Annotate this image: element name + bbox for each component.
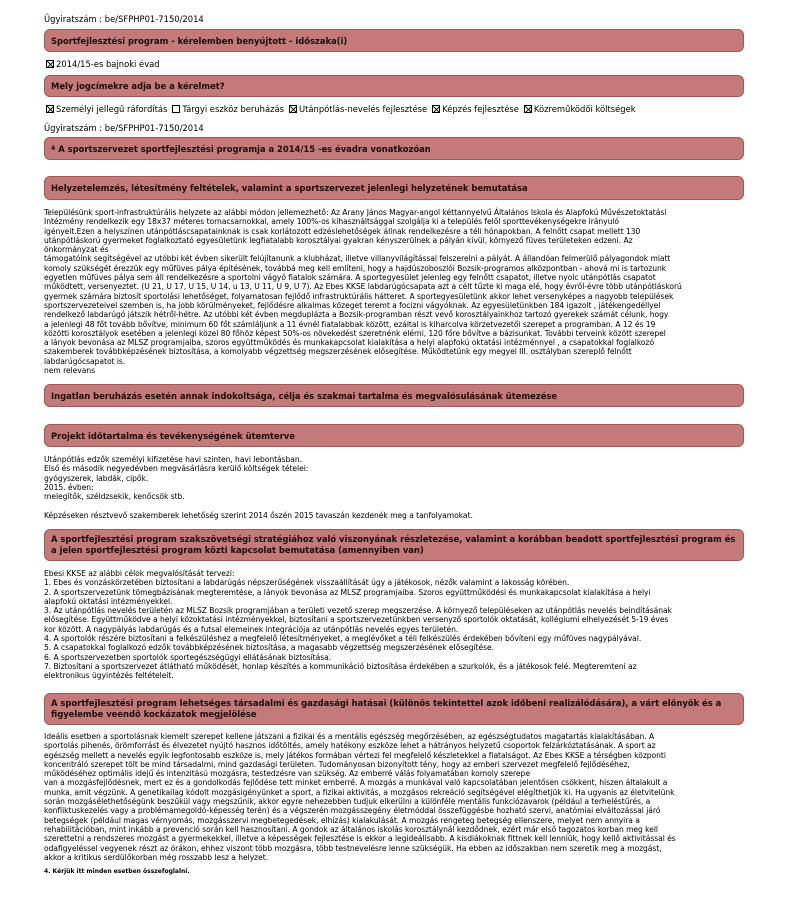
section-legal-title: Mely jogcímekre adja be a kérelmet? bbox=[51, 81, 225, 91]
section-property-header bbox=[44, 384, 744, 407]
section-program-header bbox=[44, 137, 744, 160]
checkbox-training[interactable] bbox=[432, 105, 440, 113]
footnote: 4. Kérjük itt minden esetben összefoglalni. bbox=[44, 868, 190, 875]
section-strategy-header bbox=[44, 529, 744, 561]
option-intermediary-costs-label: Közreműködői költségek bbox=[533, 104, 636, 114]
section-legal-header bbox=[44, 75, 744, 97]
option-youth-development-label: Utánpótlás-nevelés fejlesztése bbox=[299, 104, 428, 114]
reference-number-top: Ügyiratszám : be/SFPHP01-7150/2014 bbox=[44, 14, 204, 24]
strategy-text: Ebesi KKSE az alábbi célok megvalósítását tervezi: 1. Ebes és vonzáskörzetében biztosítani a labdarúgás népszerűségének visszaállítását úgy a játékosok, nézők valamint a lakosság körében. 2. A sportszervezetünk tömegbázisának megteremtése, a lányok bevonása az MLSZ programjaiba. Szoros együttműködési és munkakapcsolat kialakítása a helyi alapfokú oktatási intézményekkel. 3. Az utánpótlás nevelés területén az MLSZ Bozsik programjában a területi vezető szerep megszerzése. A környező településeken az utánpótlás nevelés beindításának elősegítése. Együttműködve a helyi közoktatási intézményekkel, biztosítani a sportszervezetünkben versenyző sportolók oktatását, kollégiumi elhelyezését 5-19 éves kor között. A nagypályás labdarúgás és a futsal elemeinek integrációja az utánpótlás nevelés egyes területén. 4. A sportolók részére biztosítani a felkészüléshez a megfelelő létesítményeket, a meglévőket a téli felkészülés érdekében bővíteni egy műfüves nagypályával. 5. A csapatokkal foglalkozó edzők továbbképzésének biztosítása, a magasabb végzettség megszerzésének elősegítése. 6. A sportszervezetben sportolók sportegészségügyi ellátásának biztosítása. 7. Biztosítani a sportszervezet átlátható működését, honlap készítés a kommunikáció biztosítása érdekében a szurkolók, és a játékosok felé. Megteremteni az elektronikus ügyintézés feltételeit. bbox=[44, 569, 672, 681]
section-schedule-title: Projekt időtartalma és tevékenységének ütemterve bbox=[51, 430, 295, 441]
checkbox-personnel[interactable] bbox=[46, 105, 54, 113]
option-tangible-assets-label: Tárgyi eszköz beruházás bbox=[182, 104, 285, 114]
section-strategy-title: A sportfejlesztési program szakszövetségi stratégiához való viszonyának részletezése, valamint a korábban beadott sportfejlesztési program és a jelen sportfejlesztési program közti kapcsolat bemutatása (amennyiben van) bbox=[51, 534, 736, 555]
section-impact-title: A sportfejlesztési program lehetséges társadalmi és gazdasági hatásai (különös tekintettel azok időbeni realizálódására), a várt előnyök és a figyelembe veendő kockázatok megjelölése bbox=[51, 698, 722, 719]
option-personnel-label: Személyi jellegű ráfordítás bbox=[56, 104, 168, 114]
section-period-title: Sportfejlesztési program - kérelemben benyújtott - időszaka(i) bbox=[51, 35, 348, 46]
checkbox-intermediary-costs[interactable] bbox=[524, 105, 532, 113]
impact-text: Ideális esetben a sportolásnak kiemelt szerepet kellene játszani a fizikai és a mentális egészség megőrzésében, az egészségtudatos magatartás kialakításában. A sportolás pihenés, örömforrást és élvezetet nyújtó hasznos időtöltés, amely hatékony eszköze lehet a hátrányos helyzetű csoportok felzárkóztatásának. A sport az egészség mellett a nevelés egyik legfontosabb eszköze is, mely játékos formában vértezi fel megfelelő készletekkel a fiatalságot. Az Ebes KKSE a térségben központi koncentráló szerepet tölt be mind társadalmi, mind gazdasági területen. Tudományosan bizonyított tény, hogy az emberi szervezet megfelelő fejlődéséhez, működéséhez optimális idejű és intenzitású mozgásra, testedzésre van szükség. Az emberré válás folyamatában komoly szerepe van a mozgásfejlődésnek, mert ez és a gondolkodás fejlődése tett minket emberré. A mozgás a munkával való kapcsolatában jelentősen csökkent, hiszen általakult a munka, amit végzünk. A genetikailag kódolt mozgásigényünket a sport, a fizikai aktivitás, a mozgásos rekreáció segítségével elégíthetjük ki. Ha ugyanis az életvitelünk során mozgásélethetőségünk beszűkül vagy megszűnik, akkor egyre nehezebben tudjuk elkerülni a különféle mentális funkciózavarok (például a terheléstűrés, a konfliktuskezelés vagy a problémamegoldó-képesség terén) és a végszerén mozgásszegény életmóddal összefüggésbe hozható szervi, anatómiai elváltozással járó betegségek (például magas vérnyomás, mozgásszervi megbetegedések, elhízás) kialakulását. A mozgás rengeteg betegség ellenszere, melyet nem annyira a rehabilitációban, mint inkább a prevenció során kell hasznosítani. A gondok az általános iskolás korosztálynál kezdődnek, ezért már első tagozatos korban meg kell szerettetni a rendszeres mozgást a gyermekekkel, illetve a képességek fejlesztése is ekkor a legideálisabb. A kisdiákoknak fittnek kell lenniük, hogy kellő aktivitással és odafigyeléssel vegyenek részt az órákon, ehhez viszont több mozgásra, több testnevelésre lenne szükségük. Ha ebben az időszakban nem szeretik meg a mozgást, akkor a kritikus serdülőkorban még rosszabb lesz a helyzet. bbox=[44, 732, 676, 862]
section-situation-header bbox=[44, 176, 744, 200]
schedule-text: Utánpótlás edzők személyi kifizetése havi szinten, havi lebontásban. Első és második negyedévben megvásárlásra kerülő költségek tételei: gyógyszerek, labdák, cipők. 2015. évben: melegítők, széldzsekik, kenőcsök stb. Képzéseken résztvevő szakemberek lehetőség szerint 2014 őszén 2015 tavaszán kezdenék meg a tanfolyamokat. bbox=[44, 455, 473, 520]
checkbox-youth-development[interactable] bbox=[289, 105, 297, 113]
section-schedule-header bbox=[44, 424, 744, 447]
legal-options bbox=[44, 104, 636, 114]
section-impact-header bbox=[44, 693, 744, 725]
period-checkbox[interactable] bbox=[46, 60, 54, 68]
section-program-title: A sportszervezet sportfejlesztési programja a 2014/15 -es évadra vonatkozóan bbox=[58, 143, 431, 154]
period-option[interactable] bbox=[44, 59, 160, 69]
section-property-title: Ingatlan beruházás esetén annak indokoltsága, célja és szakmai tartalma és megvalósulásának ütemezése bbox=[51, 390, 558, 401]
reference-number-middle: Ügyiratszám : be/SFPHP01-7150/2014 bbox=[44, 123, 204, 133]
option-training-label: Képzés fejlesztése bbox=[442, 104, 519, 114]
section-situation-title: Helyzetelemzés, létesítmény feltételek, valamint a sportszervezet jelenlegi helyzetének bemutatása bbox=[51, 183, 528, 193]
situation-text: Településünk sport-infrastruktúrális helyzete az alábbi módon jellemezhető: Az Arany János Magyar-angol kéttannyelvű Általános Iskola és Alapfokú Művészetoktatási Intézmény rendelkezik egy 18x37 méteres tornacsarnokkal, amely 100%-os kihasználtsággal szolgálja ki a település felől sporttevékenységekre irányuló igényeit.Ezen a helyszínen utánpótláscsapatainknak is csak korlátozott edzéslehetőségek állnak rendelkezésre a téli hónapokban. A felnőtt csapat mellett 130 utánpótláskorú gyermeket foglalkoztató egyesületünk legfiatalabb korosztályai gyakran kényszerülnek a pályán kívül, környező füves területeken edzeni. Az önkormányzat és támogatóink segítségével az utóbbi két évben sikerült felújítanunk a klubházat, illetve villanyvilágítással felszerelni a pályát. A állandóan felmerülő pályagondok miatt komoly szükségét érezzük egy műfüves pálya építésének, továbbá meg kell említeni, hogy a hajdúszoboszlói Bozsik-programos alközpontban - ahová mi is tartozunk egyetlen műfüves pálya sem áll rendelkezésre a sportolni vágyó fiatalok számára. A sportegyesület jelenleg egy felnőtt csapatot, illetve nyolc utánpótlás csapatot működtett, versenyeztet. (U 21, U 17, U 15, U 14, u 13, U 11, U 9, U 7). Az Ebes KKSE labdarúgócsapata azt a célt tűzte ki maga elé, hogy évről-évre több utánpótláskorú gyermek számára biztosít sportolási lehetőséget, folyamatosan fejlődő infrastruktúrális hátteret. A sportegyesületünk akkor lehet versenyképes a nagyobb települések sportszervezeteivel szemben is, ha jobb körülményeket, fejlődésre alkalmas közeget teremt a focizni vágyóknak. Az egyesületünkben 184 igazolt , játékengedéllyel rendelkező labdarúgó játszik hétről-hétre. Az utóbbi két évben megduplázta a Bozsik-programban részt vevő korosztályainkhoz tartozó gyerekek számát célunk, hogy a jelenlegi 48 főt tovább bővítve, minimum 60 főt számláljunk a 11 évnél fiatalabbak között, ezáltal is kiharcolva körzetvezetői szerepet a programban. A 12 és 19 közötti korosztályok esetében a jelenlegi közel 80 főhöz képest 50%-os növekedést szeretnénk elérni, 120 főre bővítve a bázisunkat. További terveink között szerepel a lányok bevonása az MLSZ programjaiba, szoros együttműködés és munkakapcsolat kialakítása a helyi alapfokú oktatási intézménnyel , a csapatokkal foglalkozó szakemberek továbbképzésének biztosítása, a komolyabb végzettség megszerzésének elősegítése. Működtetünk egy megyei III. osztályban szereplő felnőtt labdarúgócsapatot is. nem relevans bbox=[44, 208, 682, 376]
section-period-header bbox=[44, 29, 744, 52]
period-option-label: 2014/15-es bajnoki évad bbox=[56, 59, 160, 69]
checkbox-tangible-assets[interactable] bbox=[172, 105, 180, 113]
footnote-marker: 4 bbox=[51, 145, 56, 152]
